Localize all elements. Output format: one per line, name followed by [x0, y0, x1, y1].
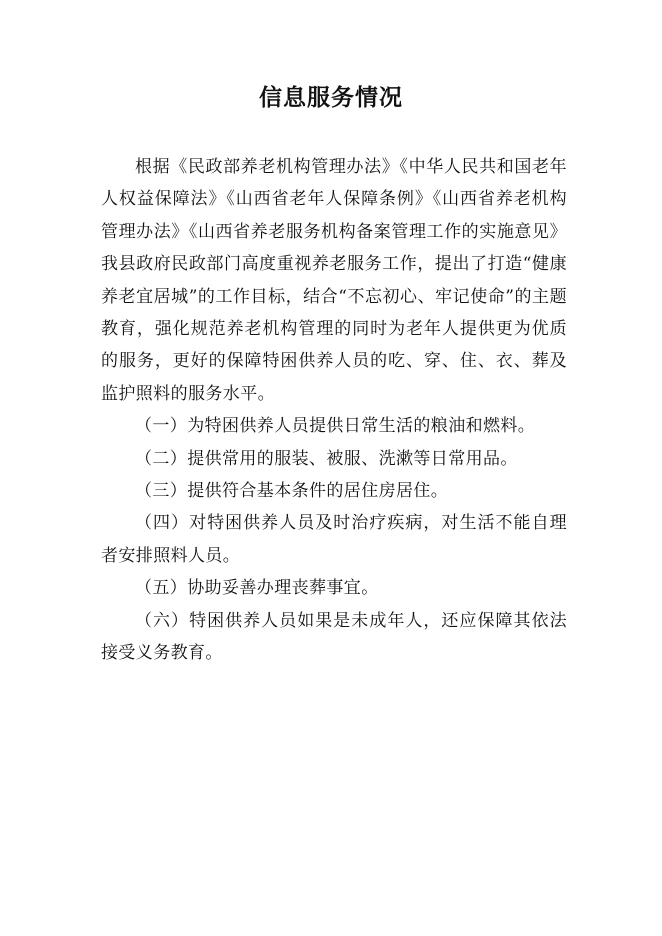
list-item-2: （二）提供常用的服装、被服、洗漱等日常用品。: [135, 448, 518, 469]
list-item-1: （一）为特困供养人员提供日常生活的粮油和燃料。: [135, 416, 536, 437]
list-item-3: （三）提供符合基本条件的居住房居住。: [135, 481, 449, 502]
document-title: 信息服务情况: [259, 85, 403, 111]
list-item-4: （四）对特困供养人员及时治疗疾病，对生活不能自理者安排照料人员。: [101, 513, 567, 566]
list-item-5: （五）协助妥善办理丧葬事宜。: [135, 578, 379, 599]
document-body: [101, 151, 567, 670]
list-item-6: （六）特困供养人员如果是未成年人，还应保障其依法接受义务教育。: [101, 610, 567, 664]
intro-paragraph: 根据《民政部养老机构管理办法》《中华人民共和国老年人权益保障法》《山西省老年人保障条例》《山西省养老机构管理办法》《山西省养老服务机构备案管理工作的实施意见》我县政府民政部门高度重视养老服务工作，提出了打造“健康养老宜居城”的工作目标，结合“不忘初心、牢记使命”的主题教育，强化规范养老机构管理的同时为老年人提供更为优质的服务，更好的保障特困供养人员的吃、穿、住、衣、葬及监护照料的服务水平。: [101, 157, 567, 404]
